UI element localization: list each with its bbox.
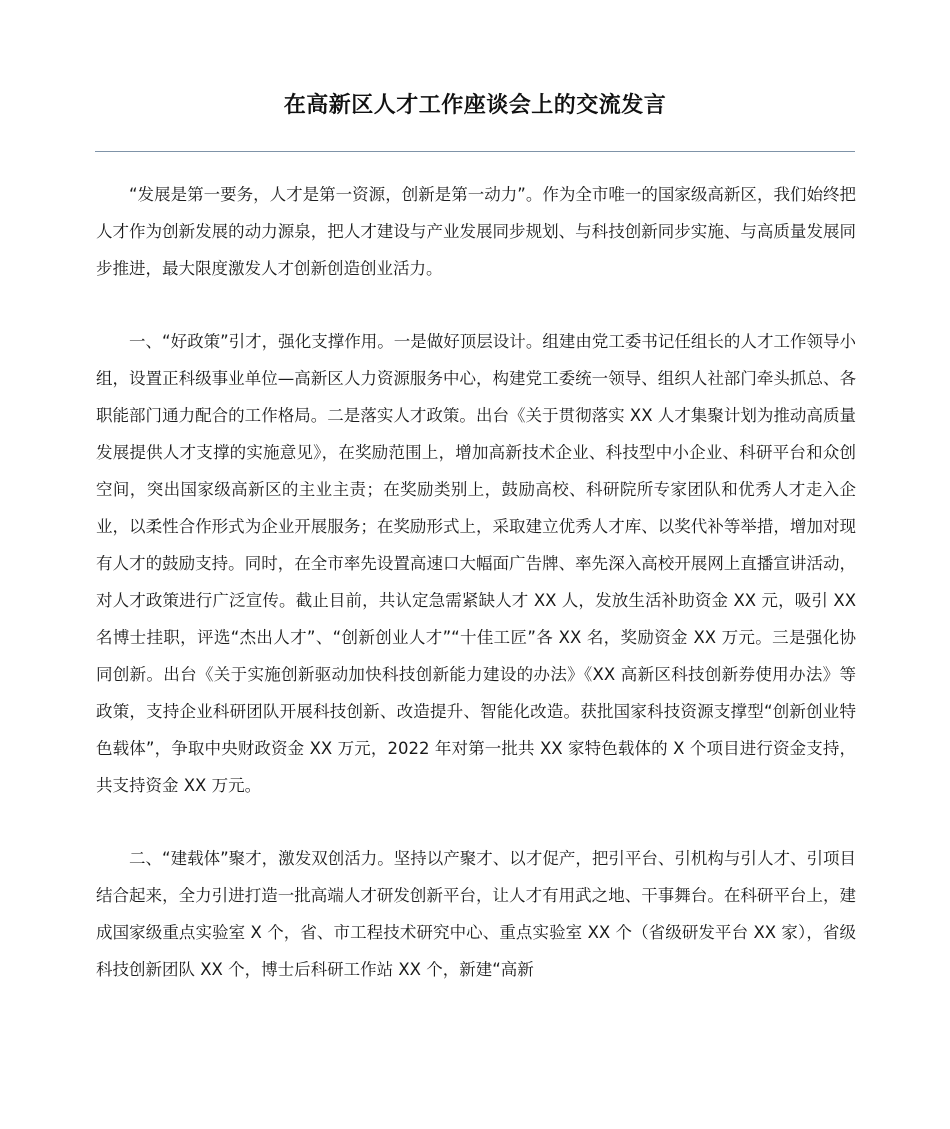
paragraph-section-2: 二、“建载体”聚才，激发双创活力。坚持以产聚才、以才促产，把引平台、引机构与引人才、引项目结合起来，全力引进打造一批高端人才研发创新平台，让人才有用武之地、干事舞台。在科研平台上，建成国家级重点实验室 X 个，省、市工程技术研究中心、重点实验室 XX 个（省级研发平台 XX 家），省级科技创新团队 XX 个，博士后科研工作站 XX 个，新建“高新 xyxy=(96,849,856,979)
paragraph-intro: “发展是第一要务，人才是第一资源，创新是第一动力”。作为全市唯一的国家级高新区，我们始终把人才作为创新发展的动力源泉，把人才建设与产业发展同步规划、与科技创新同步实施、与高质量发展同步推进，最大限度激发人才创新创造创业活力。 xyxy=(96,185,856,278)
document-title: 在高新区人才工作座谈会上的交流发言 xyxy=(283,93,667,118)
paragraph-section-1: 一、“好政策”引才，强化支撑作用。一是做好顶层设计。组建由党工委书记任组长的人才工作领导小组，设置正科级事业单位—高新区人力资源服务中心，构建党工委统一领导、组织人社部门牵头抓总、各职能部门通力配合的工作格局。二是落实人才政策。出台《关于贯彻落实 XX 人才集聚计划为推动高质量发展提供人才支撑的实施意见》，在奖励范围上，增加高新技术企业、科技型中小企业、科研平台和众创空间，突出国家级高新区的主业主责；在奖励类别上，鼓励高校、科研院所专家团队和优秀人才走入企业，以柔性合作形式为企业开展服务；在奖励形式上，采取建立优秀人才库、以奖代补等举措，增加对现有人才的鼓励支持。同时，在全市率先设置高速口大幅面广告牌、率先深入高校开展网上直播宣讲活动，对人才政策进行广泛宣传。截止目前，共认定急需紧缺人才 XX 人，发放生活补助资金 XX 元，吸引 XX 名博士挂职，评选“杰出人才”、“创新创业人才”“十佳工匠”各 XX 名，奖励资金 XX 万元。三是强化协同创新。出台《关于实施创新驱动加快科技创新能力建设的办法》《XX 高新区科技创新券使用办法》等政策，支持企业科研团队开展科技创新、改造提升、智能化改造。获批国家科技资源支撑型“创新创业特色载体”，争取中央财政资金 XX 万元，2022 年对第一批共 XX 家特色载体的 X 个项目进行资金支持，共支持资金 XX 万元。 xyxy=(96,332,856,795)
document-body xyxy=(96,176,856,1024)
title-divider xyxy=(95,151,855,152)
